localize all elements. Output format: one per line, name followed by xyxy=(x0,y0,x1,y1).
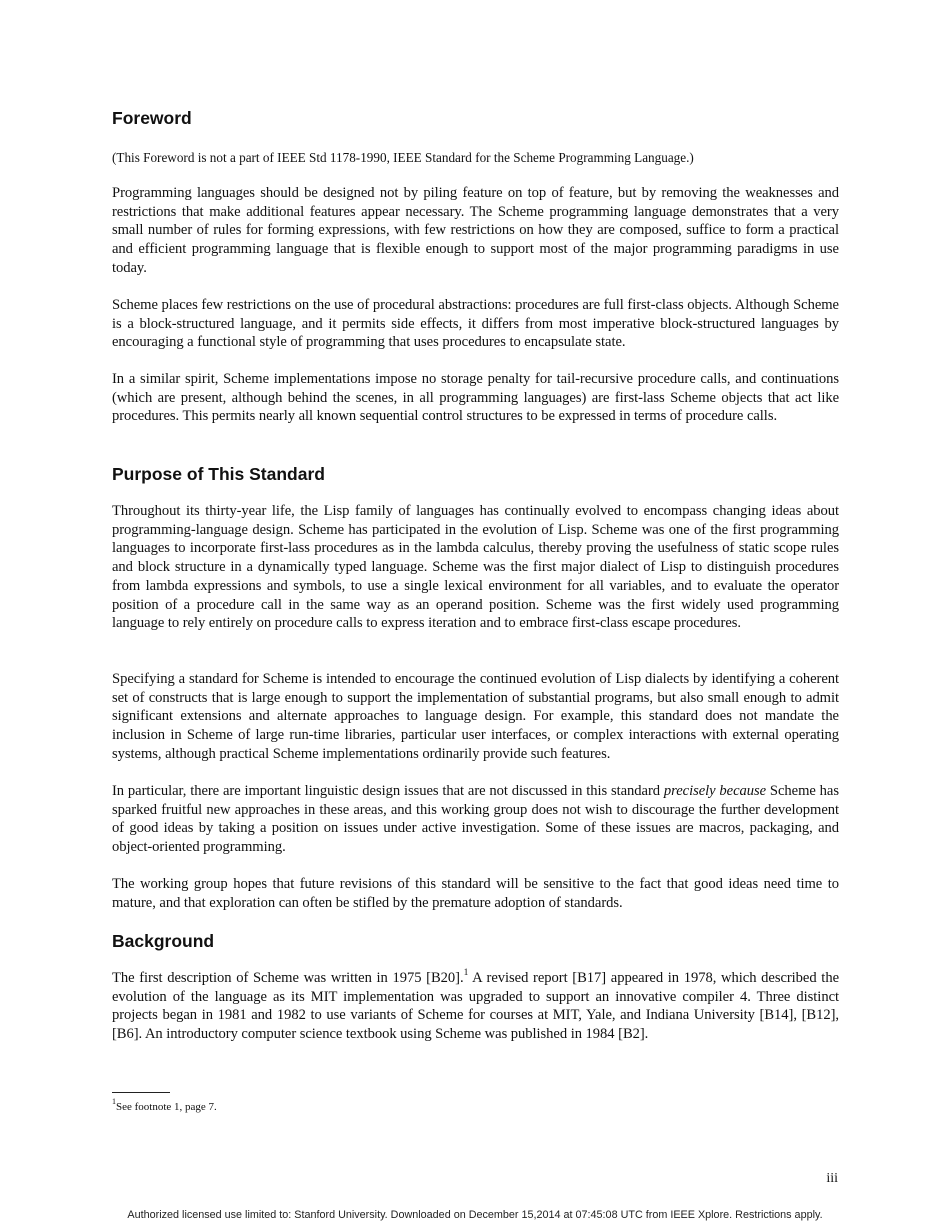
page-number: iii xyxy=(826,1171,838,1186)
foreword-paragraph-3: In a similar spirit, Scheme implementations impose no storage penalty for tail-recursive procedure calls, and continuations (which are present, although behind the scenes, in all programming languages) are first-lass Scheme objects that act like procedures. This permits nearly all known sequential control structures to be expressed in terms of procedure calls. xyxy=(112,371,839,425)
background-paragraph-1-rest: A revised report [B17] appeared in 1978, which described the evolution of the language as its MIT implementation was upgraded to support an innovative compiler 4. Three distinct projects began in 1981 and 1982 to use variants of Scheme for courses at MIT, Yale, and Indiana University [B14], [B12], [B6]. An introductory computer science textbook using Scheme was published in 1984 [B2]. xyxy=(112,970,839,1043)
footnote-divider xyxy=(112,1092,170,1093)
footnote-reference[interactable]: 1 xyxy=(463,968,469,979)
purpose-paragraph-2: Specifying a standard for Scheme is intended to encourage the continued evolution of Lisp dialects by identifying a coherent set of constructs that is large enough to support the implementation of substantial programs, but also small enough to admit significant extensions and alternate approaches to language design. For example, this standard does not mandate the inclusion in Scheme of large run-time libraries, particular user interfaces, or complex interactions with external operating systems, although practical Scheme implementations ordinarily provide such features. xyxy=(112,671,839,762)
foreword-heading: Foreword xyxy=(112,108,192,128)
purpose-paragraph-4: The working group hopes that future revisions of this standard will be sensitive to the fact that good ideas need time to mature, and that exploration can often be stifled by the premature adoption of standards. xyxy=(112,876,839,911)
purpose-paragraph-3-rest: Scheme has sparked fruitful new approaches in these areas, and this working group does not wish to discourage the further development of good ideas by taking a position on issues under active investigation. Some of these issues are macros, packaging, and object-oriented programming. xyxy=(112,783,839,856)
purpose-heading: Purpose of This Standard xyxy=(112,464,325,484)
license-footer: Authorized licensed use limited to: Stanford University. Downloaded on December 15,2014 at 07:45:08 UTC from IEEE Xplore. Restrictions apply. xyxy=(127,1209,823,1221)
background-paragraph-1 xyxy=(112,969,839,1044)
foreword-note: (This Foreword is not a part of IEEE Std 1178-1990, IEEE Standard for the Scheme Programming Language.) xyxy=(112,150,694,165)
footnote-text: See footnote 1, page 7. xyxy=(116,1101,217,1113)
background-heading: Background xyxy=(112,931,215,951)
foreword-paragraph-1: Programming languages should be designed not by piling feature on top of feature, but by removing the weaknesses and restrictions that make additional features appear necessary. The Scheme programming language demonstrates that a very small number of rules for forming expressions, with few restrictions on how they are composed, suffice to form a practical and efficient programming language that is flexible enough to support most of the major programming paradigms in use today. xyxy=(112,185,839,276)
purpose-paragraph-3 xyxy=(112,782,839,857)
footnote xyxy=(112,1097,217,1114)
background-paragraph-1-text: The first description of Scheme was written in 1975 [B20]. xyxy=(112,970,464,986)
purpose-paragraph-1: Throughout its thirty-year life, the Lisp family of languages has continually evolved to encompass changing ideas about programming-language design. Scheme has participated in the evolution of Lisp. Scheme was one of the first programming languages to incorporate first-lass procedures as in the lambda calculus, thereby proving the usefulness of static scope rules and block structure in a dynamically typed language. Scheme was the first major dialect of Lisp to distinguish procedures from lambda expressions and symbols, to use a single lexical environment for all variables, and to evaluate the operator position of a procedure call in the same way as an operand position. Scheme was the first widely used programming language to rely entirely on procedure calls to express iteration and to embrace first-class escape procedures. xyxy=(112,503,839,632)
footnote-mark: 1 xyxy=(112,1097,116,1107)
purpose-paragraph-3-emphasis: precisely because xyxy=(663,783,767,799)
foreword-paragraph-2: Scheme places few restrictions on the use of procedural abstractions: procedures are full first-class objects. Although Scheme is a block-structured language, and it permits side effects, it differs from most imperative block-structured languages by encouraging a functional style of programming that uses procedures to encapsulate state. xyxy=(112,297,839,351)
purpose-paragraph-3-text: In particular, there are important linguistic design issues that are not discussed in this standard xyxy=(112,783,664,799)
